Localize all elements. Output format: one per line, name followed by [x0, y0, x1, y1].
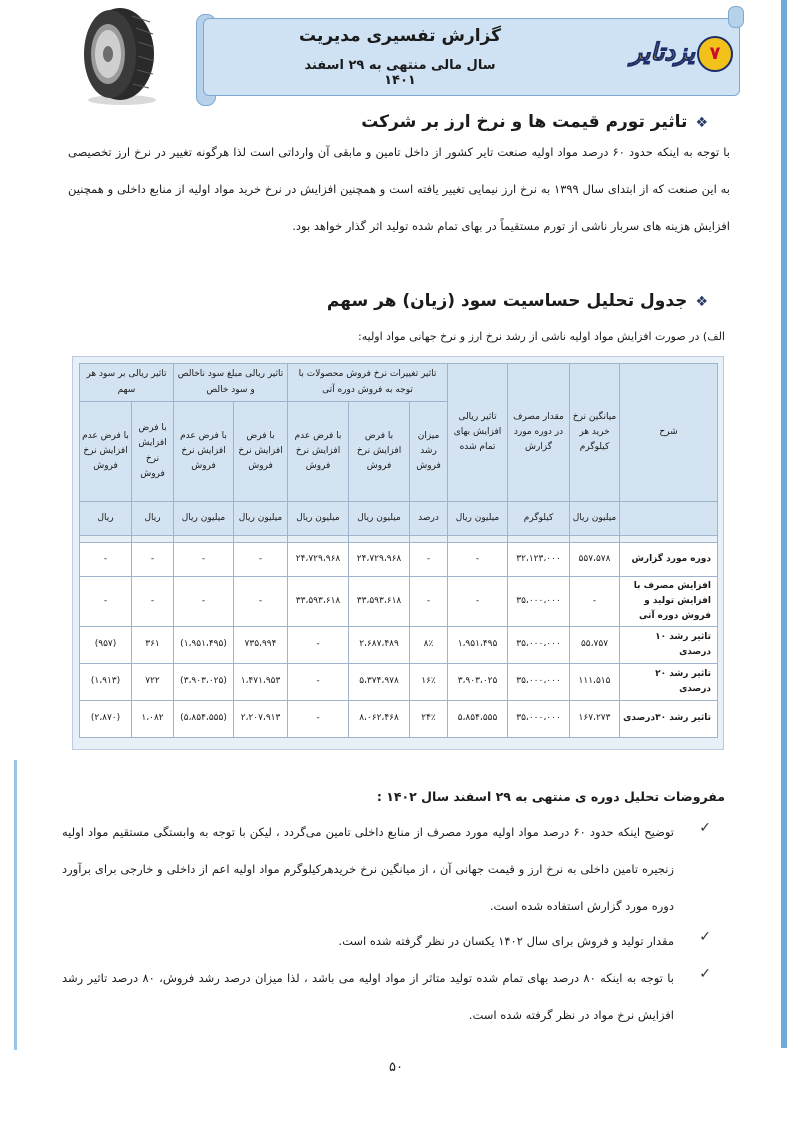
- header-sharh: شرح: [620, 364, 718, 502]
- table-row: [80, 701, 718, 738]
- table-cell: (۲،۸۷۰): [80, 701, 132, 738]
- table-cell: ۱۶۷،۲۷۳: [570, 701, 620, 738]
- table-cell: (۹۵۷): [80, 627, 132, 664]
- check-icon: ✓: [699, 966, 711, 982]
- row-label: افزایش مصرف با افزایش تولید و فروش دوره آتی: [620, 577, 718, 627]
- section-heading-text: جدول تحلیل حساسیت سود (زیان) هر سهم: [326, 291, 688, 311]
- assumption-item-3: با توجه به اینکه ۸۰ درصد بهای تمام شده تولید متاثر از مواد اولیه می باشد ، لذا میزان درصد رشد فروش، ۸۰ درصد تاثیر رشد افزایش نرخ مواد در نظر گرفته شده است.: [62, 971, 674, 1022]
- table-cell: ۱،۴۷۱،۹۵۳: [234, 664, 288, 701]
- table-cell: -: [132, 543, 174, 577]
- unit-cell: میلیون ریال: [570, 502, 620, 536]
- check-icon: ✓: [699, 820, 711, 836]
- unit-cell: میلیون ریال: [448, 502, 508, 536]
- header-avg-rate: میانگین نرخ خرید هر کیلوگرم: [570, 364, 620, 502]
- table-cell: ۷۲۲: [132, 664, 174, 701]
- table-cell: ۳۳،۵۹۳،۶۱۸: [288, 577, 349, 627]
- table-gap-row: [80, 536, 718, 543]
- section-heading-sensitivity: [327, 291, 708, 311]
- unit-cell: ریال: [132, 502, 174, 536]
- table-cell: ۵،۳۷۴،۹۷۸: [349, 664, 410, 701]
- row-label: تاثیر رشد ۳۰درصدی: [620, 701, 718, 738]
- sensitivity-table-frame: [72, 356, 724, 750]
- table-cell: ۲۴٪: [410, 701, 448, 738]
- table-cell: ۳۵،۰۰۰،۰۰۰: [508, 701, 570, 738]
- header-net-with: با فرض افزایش نرخ فروش: [234, 402, 288, 502]
- unit-cell: کیلوگرم: [508, 502, 570, 536]
- table-cell: -: [288, 701, 349, 738]
- unit-cell: میلیون ریال: [349, 502, 410, 536]
- header-eps-group: تاثیر ریالی بر سود هر سهم: [80, 364, 174, 402]
- table-cell: (۱،۹۵۱،۴۹۵): [174, 627, 234, 664]
- table-cell: -: [234, 543, 288, 577]
- section-heading-text: تاثیر تورم قیمت ها و نرخ ارز بر شرکت: [361, 112, 688, 132]
- logo-text: یزدتایر: [630, 38, 695, 66]
- report-title: گزارش تفسیری مدیریت: [298, 26, 502, 46]
- table-cell: -: [288, 664, 349, 701]
- table-cell: (۱،۹۱۳): [80, 664, 132, 701]
- page-left-accent: [14, 760, 17, 1050]
- section-heading-inflation: [361, 112, 708, 132]
- check-icon: ✓: [699, 929, 711, 945]
- table-row: [80, 543, 718, 577]
- table-row: [80, 577, 718, 627]
- banner-curl-right: [728, 6, 744, 28]
- unit-cell: میلیون ریال: [288, 502, 349, 536]
- unit-cell: میلیون ریال: [174, 502, 234, 536]
- table-cell: -: [288, 627, 349, 664]
- table-cell: ۲۴،۷۲۹،۹۶۸: [288, 543, 349, 577]
- unit-cell-empty: [620, 502, 718, 536]
- header-cost-effect: تاثیر ریالی افزایش بهای تمام شده: [448, 364, 508, 502]
- table-cell: -: [448, 543, 508, 577]
- assumption-item-2: مقدار تولید و فروش برای سال ۱۴۰۲ یکسان در نظر گرفته شده است.: [338, 934, 674, 948]
- row-label: دوره مورد گزارش: [620, 543, 718, 577]
- table-cell: ۳۳،۵۹۳،۶۱۸: [349, 577, 410, 627]
- sensitivity-table: [79, 363, 718, 738]
- diamond-bullet-icon: ❖: [695, 115, 708, 131]
- unit-cell: درصد: [410, 502, 448, 536]
- table-cell: ۷۳۵،۹۹۴: [234, 627, 288, 664]
- table-cell: ۱،۰۸۲: [132, 701, 174, 738]
- table-cell: ۲،۲۰۷،۹۱۳: [234, 701, 288, 738]
- table-cell: -: [174, 543, 234, 577]
- table-cell: ۲۴،۷۲۹،۹۶۸: [349, 543, 410, 577]
- page-side-bar: [781, 0, 787, 1048]
- header-eps-without: با فرض عدم افزایش نرخ فروش: [80, 402, 132, 502]
- table-cell: ۱،۹۵۱،۴۹۵: [448, 627, 508, 664]
- table-cell: ۳۵،۰۰۰،۰۰۰: [508, 577, 570, 627]
- table-row: [80, 627, 718, 664]
- table-cell: (۳،۹۰۳،۰۲۵): [174, 664, 234, 701]
- header-growth: میزان رشد فروش: [410, 402, 448, 502]
- table-cell: -: [448, 577, 508, 627]
- inflation-paragraph: با توجه به اینکه حدود ۶۰ درصد مواد اولیه صنعت تایر کشور از داخل تامین و مابقی آن وارداتی است لذا هرگونه تغییر در نرخ ارز تخصیصی به این صنعت که از ابتدای سال ۱۳۹۹ به نرخ ارز نیمایی تغییر یافته است و همچنین افزایش در نرخ خرید مواد اولیه از منابع داخلی و همچنین افزایش هزینه های سربار ناشی از تورم مستقیماً در بهای تمام شده تولید اثر گذار خواهد بود.: [68, 145, 731, 233]
- unit-cell: میلیون ریال: [234, 502, 288, 536]
- header-net-without: با فرض عدم افزایش نرخ فروش: [174, 402, 234, 502]
- table-cell: -: [80, 577, 132, 627]
- table-cell: (۵،۸۵۴،۵۵۵): [174, 701, 234, 738]
- table-cell: -: [132, 577, 174, 627]
- table-cell: ۳،۹۰۳،۰۲۵: [448, 664, 508, 701]
- unit-cell: ریال: [80, 502, 132, 536]
- table-row: [80, 664, 718, 701]
- table-cell: -: [410, 543, 448, 577]
- table-cell: -: [570, 577, 620, 627]
- diamond-bullet-icon: ❖: [695, 294, 708, 310]
- header-eps-with: با فرض افزایش نرخ فروش: [132, 402, 174, 502]
- table-intro-text: الف) در صورت افزایش مواد اولیه ناشی از رشد نرخ ارز و نرخ جهانی مواد اولیه:: [358, 330, 725, 343]
- table-cell: ۳۵،۰۰۰،۰۰۰: [508, 627, 570, 664]
- page-number: ۵۰: [389, 1060, 403, 1075]
- table-cell: ۳۲،۱۲۳،۰۰۰: [508, 543, 570, 577]
- table-cell: ۳۵،۰۰۰،۰۰۰: [508, 664, 570, 701]
- table-cell: ۸،۰۶۲،۴۶۸: [349, 701, 410, 738]
- company-logo: [575, 36, 735, 72]
- header-with-increase: با فرض افزایش نرخ فروش: [349, 402, 410, 502]
- header-net-group: تاثیر ریالی مبلغ سود ناخالص و سود خالص: [174, 364, 288, 402]
- table-cell: ۱۱۱،۵۱۵: [570, 664, 620, 701]
- header-without-increase: با فرض عدم افزایش نرخ فروش: [288, 402, 349, 502]
- logo-number: ۷: [697, 36, 733, 72]
- tire-image: [76, 4, 160, 106]
- table-cell: ۵،۸۵۴،۵۵۵: [448, 701, 508, 738]
- header-sales-group: تاثیر تغییرات نرخ فروش محصولات با توجه به فروش دوره آتی: [288, 364, 448, 402]
- table-cell: -: [174, 577, 234, 627]
- table-cell: -: [410, 577, 448, 627]
- table-cell: -: [234, 577, 288, 627]
- assumption-item-1: توضیح اینکه حدود ۶۰ درصد مواد اولیه مورد مصرف از منابع داخلی تامین می‌گردد ، لیکن با توجه به وابستگی مستقیم مواد اولیه زنجیره تامین داخلی به نرخ ارز و قیمت جهانی آن ، از میانگین نرخ خریدهرکیلوگرم مواد اولیه اعم از داخلی و خارجی برای برآورد دوره مورد گزارش استفاده شده است.: [62, 825, 675, 913]
- assumptions-title: مفروضات تحلیل دوره ی منتهی به ۲۹ اسفند سال ۱۴۰۲ :: [376, 789, 725, 804]
- table-cell: ۸٪: [410, 627, 448, 664]
- table-cell: ۱۶٪: [410, 664, 448, 701]
- row-label: تاثیر رشد ۲۰ درصدی: [620, 664, 718, 701]
- report-subtitle: سال مالی منتهی به ۲۹ اسفند ۱۴۰۱: [304, 58, 496, 88]
- header-consumption: مقدار مصرف در دوره مورد گزارش: [508, 364, 570, 502]
- table-cell: -: [80, 543, 132, 577]
- table-cell: ۵۵،۷۵۷: [570, 627, 620, 664]
- table-cell: ۵۵۷،۵۷۸: [570, 543, 620, 577]
- row-label: تاثیر رشد ۱۰ درصدی: [620, 627, 718, 664]
- table-cell: ۲،۶۸۷،۴۸۹: [349, 627, 410, 664]
- table-cell: ۳۶۱: [132, 627, 174, 664]
